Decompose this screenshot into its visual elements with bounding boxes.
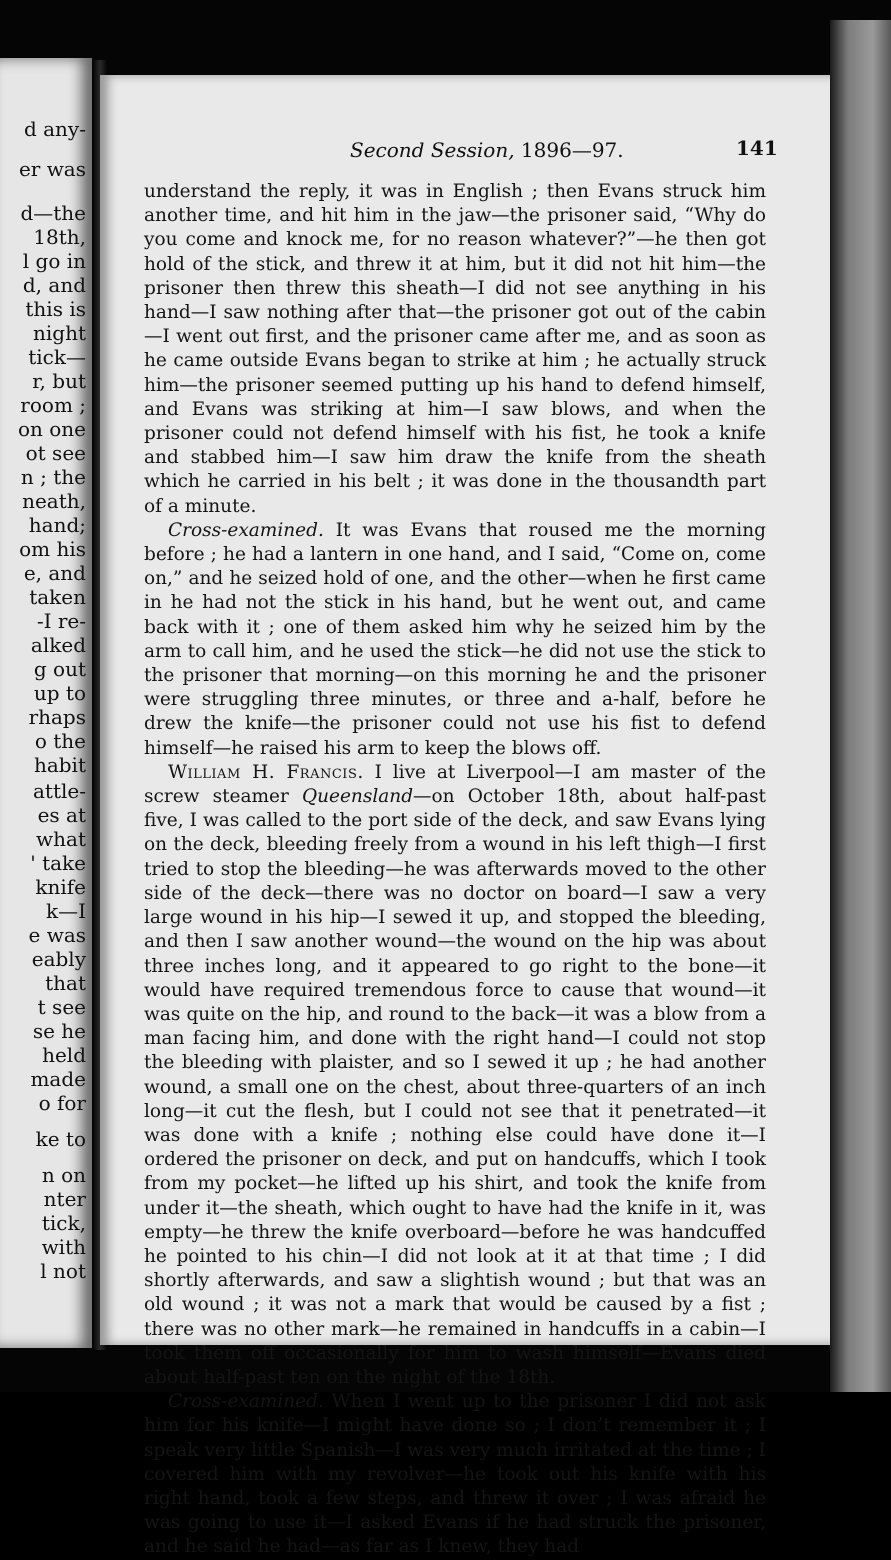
- facing-page-text-fragment: ke to: [35, 1127, 86, 1151]
- facing-page-text-fragment: eably: [31, 947, 86, 971]
- facing-page-text-fragment: made: [30, 1067, 86, 1091]
- facing-page-text-fragment: er was: [18, 157, 86, 181]
- paragraph-text: I live at Liverpool—I am master of the screw steamer: [144, 761, 767, 808]
- page-body: [144, 180, 766, 1560]
- facing-page-text-fragment: t see: [37, 995, 86, 1019]
- facing-page-text-fragment: l go in: [22, 249, 86, 273]
- facing-page-text-fragment: o the: [34, 729, 86, 753]
- facing-page-text-fragment: g out: [33, 657, 86, 681]
- facing-page-text-fragment: what: [36, 827, 86, 851]
- facing-page-text-fragment: that: [45, 971, 86, 995]
- facing-page-text-fragment: attle-: [33, 779, 86, 803]
- facing-page-text-fragment: ' take: [30, 851, 86, 875]
- running-head: [350, 138, 770, 162]
- facing-page-text-fragment: es at: [37, 803, 86, 827]
- facing-page-text-fragment: neath,: [22, 489, 86, 513]
- facing-page-text-fragment: tick—: [28, 345, 86, 369]
- facing-page-text-fragment: 18th,: [33, 225, 86, 249]
- paragraph-text: —on October 18th, about half-past five, I was called to the port side of the deck, and saw Evans lying on the deck, bleeding freely from a wound in his left thigh—I first tried to stop the bleeding—he was afterwards moved to the other side of the deck—there was no doctor on board—I saw a very large wound in his hip—I sewed it up, and stopped the bleeding, and then I saw another wound—the wound on the hip was about three inches long, and it appeared to go right to the bone—it would have required tremendous force to cause that wound—it was quite on the hip, and round to the back—it was a blow from a man facing him, and done with the right hand—I could not stop the bleeding with plaister, and so I sewed it up ; he had another wound, a small one on the chest, about three-quarters of an inch long—it cut the flesh, but I could not see that it penetrated—it was done with a knife ; nothing else could have done it—I ordered the prisoner on deck, and put on handcuffs, which I took from my pocket—he lifted up his shirt, and took the knife from under it—the sheath, which ought to have had the knife in it, was empty—he threw the knife overboard—before he was handcuffed he pointed to his chin—I did not look at it at that time ; I did shortly afterwards, and saw a slightish wound ; but that was an old wound ; it was not a mark that would be caused by a fist ; there was no other mark—he remained in handcuffs in a cabin—I took them off occasionally for him to wash himself—Evans died about half-past ten on the night of the 18th.: [144, 786, 766, 1388]
- facing-page-text-fragment: k—I: [45, 899, 86, 923]
- facing-page-text-fragment: with: [41, 1235, 86, 1259]
- facing-page-text-fragment: d, and: [22, 273, 86, 297]
- cross-examined-label: Cross-examined.: [168, 519, 324, 541]
- facing-page-text-fragment: habit: [33, 753, 86, 777]
- facing-page-text-fragment: ot see: [25, 441, 86, 465]
- facing-page-fragment: [0, 58, 92, 1348]
- facing-page-text-fragment: up to: [33, 681, 86, 705]
- paragraph-cross-examination-2: [144, 1390, 766, 1559]
- facing-page-text-fragment: o for: [38, 1091, 86, 1115]
- cross-examined-label: Cross-examined.: [168, 1391, 324, 1413]
- facing-page-text-fragment: nter: [43, 1187, 86, 1211]
- paragraph-cross-examination-1: [144, 519, 766, 761]
- paragraph-testimony-continued: understand the reply, it was in English ; then Evans struck him another time, and hit him in the jaw—the prisoner said, “Why do you come and knock me, for no reason whatever?”—he then got hold of the stick, and threw it at him, but it did not hit him—the prisoner then threw this sheath—I did not see anything in his hand—I saw nothing after that—the prisoner got out of the cabin—I went out first, and the prisoner came after me, and as soon as he came outside Evans began to strike at him ; he actually struck him—the prisoner seemed putting up his hand to defend himself, and Evans was striking at him—I saw blows, and when the prisoner could not defend himself with his fist, he took a knife and stabbed him—I saw him draw the knife from the sheath which he carried in his belt ; it was done in the thousandth part of a minute.: [144, 181, 766, 517]
- paragraph-francis-testimony: [144, 761, 766, 1390]
- facing-page-text-fragment: alked: [30, 633, 86, 657]
- facing-page-text-fragment: om his: [19, 537, 86, 561]
- facing-page-text-fragment: knife: [35, 875, 86, 899]
- running-title: Second Session,: [350, 138, 515, 162]
- facing-page-text-fragment: d any-: [23, 117, 86, 141]
- page-number: 141: [736, 136, 778, 160]
- facing-page-text-fragment: on one: [17, 417, 86, 441]
- facing-page-text-fragment: e, and: [23, 561, 86, 585]
- facing-page-text-fragment: hand;: [28, 513, 86, 537]
- paragraph-text: It was Evans that roused me the morning before ; he had a lantern in one hand, and I said, “Come on, come on,” and he seized hold of one, and the other—when he first came in he had not the stick in his hand, but he went out, and came back with it ; one of them asked him why he seized him by the arm to call him, and he used the stick—he did not use the stick to the prisoner that morning—on this morning he and the prisoner were struggling three minutes, or three and a-half, before he drew the knife—the prisoner could not use his fist to defend himself—he raised his arm to keep the blows off.: [144, 519, 766, 759]
- ship-name: Queensland: [301, 786, 414, 808]
- paragraph-text: When I went up to the prisoner I did not ask him for his knife—I might have done so ; I don’t remember it ; I speak very little Spanish—I was very much irritated at the time ; I covered him with my revolver—he took out his knife with his right hand, took a few steps, and threw it over ; I was afraid he was going to use it—I asked Evans if he had struck the prisoner, and he said he had—as far as I knew, they had: [144, 1391, 766, 1558]
- facing-page-text-fragment: night: [33, 321, 86, 345]
- facing-page-text-fragment: l not: [40, 1259, 86, 1283]
- witness-name: William H. Francis.: [168, 761, 364, 783]
- facing-page-text-fragment: room ;: [20, 393, 86, 417]
- facing-page-text-fragment: rhaps: [28, 705, 86, 729]
- facing-page-text-fragment: d—the: [20, 201, 86, 225]
- facing-page-text-fragment: e was: [28, 923, 86, 947]
- facing-page-text-fragment: held: [42, 1043, 86, 1067]
- facing-page-text-fragment: taken: [29, 585, 86, 609]
- page-edge: [830, 20, 891, 1392]
- facing-page-text-fragment: r, but: [32, 369, 86, 393]
- session-years: 1896—97.: [520, 138, 624, 162]
- facing-page-text-fragment: -I re-: [36, 609, 86, 633]
- facing-page-text-fragment: this is: [25, 297, 86, 321]
- facing-page-text-fragment: n ; the: [20, 465, 86, 489]
- facing-page-text-fragment: se he: [32, 1019, 86, 1043]
- facing-page-text-fragment: tick,: [41, 1211, 86, 1235]
- facing-page-text-fragment: n on: [41, 1163, 86, 1187]
